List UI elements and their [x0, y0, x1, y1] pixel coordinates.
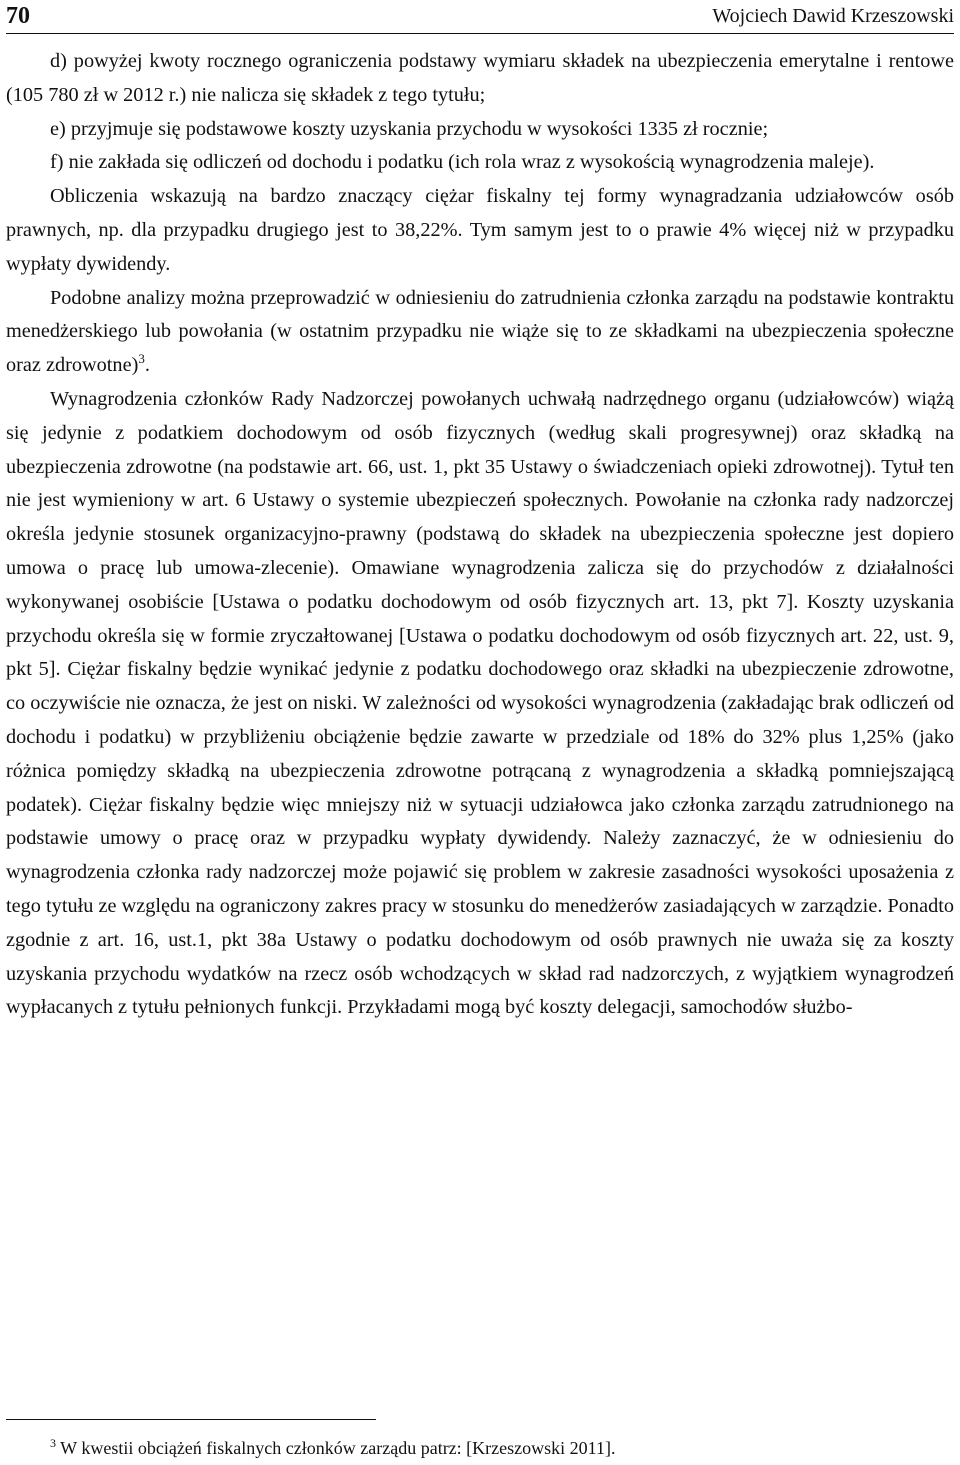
paragraph-item-e: e) przyjmuje się podstawowe koszty uzyskania przychodu w wysokości 1335 zł rocznie; [50, 117, 769, 140]
page-number: 70 [6, 3, 30, 29]
footnote-separator [6, 1419, 376, 1420]
footnote [50, 1436, 615, 1460]
paragraph-calculations: Obliczenia wskazują na bardzo znaczący ciężar fiskalny tej formy wynagradzania udziałowców osób prawnych, np. dla przypadku drugiego jest to 38,22%. Tym samym jest to o prawie 4% więcej niż w przypadku wypłaty dywidendy. [6, 185, 954, 275]
page-header [6, 0, 954, 34]
paragraph-supervisory-board: Wynagrodzenia członków Rady Nadzorczej powołanych uchwałą nadrzędnego organu (udziałowców) wiążą się jedynie z podatkiem dochodowym od osób fizycznych (według skali progresywnej) oraz składką na ubezpieczenia zdrowotne (na podstawie art. 66, ust. 1, pkt 35 Ustawy o świadczeniach opieki zdrowotnej). Tytuł ten nie jest wymieniony w art. 6 Ustawy o systemie ubezpieczeń społecznych. Powołanie na członka rady nadzorczej określa jedynie stosunek organizacyjno-prawny (podstawą do składek na ubezpieczenia społeczne jest dopiero umowa o pracę lub umowa-zlecenie). Omawiane wynagrodzenia zalicza się do przychodów z działalności wykonywanej osobiście [Ustawa o podatku dochodowym od osób fizycznych art. 13, pkt 7]. Koszty uzyskania przychodu określa się w formie zryczałtowanej [Ustawa o podatku dochodowym od osób fizycznych art. 22, ust. 9, pkt 5]. Ciężar fiskalny będzie wynikać jedynie z podatku dochodowego oraz składki na ubezpieczenie zdrowotne, co oczywiście nie oznacza, że jest on niski. W zależności od wysokości wynagrodzenia (zakładając brak odliczeń od dochodu i podatku) w przybliżeniu obciążenie będzie zawarte w przedziale od 18% do 32% plus 1,25% (jako różnica pomiędzy składką na ubezpieczenia zdrowotne potrącaną z wynagrodzenia a składką pomniejszającą podatek). Ciężar fiskalny będzie więc mniejszy niż w sytuacji udziałowca jako członka zarządu zatrudnionego na podstawie umowy o pracę oraz w przypadku wypłaty dywidendy. Należy zaznaczyć, że w odniesieniu do wynagrodzenia członka rady nadzorczej może pojawić się problem w zakresie zasadności wysokości uposażenia z tego tytułu ze względu na ograniczony zakres pracy w stosunku do menedżerów zasiadających w zarządzie. Ponadto zgodnie z art. 16, ust.1, pkt 38a Ustawy o podatku dochodowym od osób prawnych nie uważa się za koszty uzyskania przychodu wydatków na rzecz osób wchodzących w skład rad nadzorczych, z wyjątkiem wynagrodzeń wypłacanych z tytułu pełnionych funkcji. Przykładami mogą być koszty delegacji, samochodów służbo- [6, 387, 954, 1019]
paragraph-management-board: Podobne analizy można przeprowadzić w odniesieniu do zatrudnienia członka zarządu na podstawie kontraktu menedżerskiego lub powołania (w ostatnim przypadku nie wiąże się to ze składkami na ubezpieczenia społeczne oraz zdrowotne)$^3$. [6, 286, 954, 377]
footnote-text: W kwestii obciążeń fiskalnych członków zarządu patrz: [Krzeszowski 2011]. [56, 1438, 616, 1458]
footnote-marker: 3 [50, 1436, 56, 1450]
paragraph-item-f: f) nie zakłada się odliczeń od dochodu i podatku (ich rola wraz z wysokością wynagrodzenia maleje). [50, 151, 875, 174]
paragraph-item-d: d) powyżej kwoty rocznego ograniczenia podstawy wymiaru składek na ubezpieczenia emerytalne i rentowe (105 780 zł w 2012 r.) nie nalicza się składek z tego tytułu; [6, 50, 954, 106]
body-text [6, 45, 954, 1025]
running-head-author: Wojciech Dawid Krzeszowski [712, 5, 954, 27]
footnote-ref[interactable]: 3 [138, 351, 145, 367]
